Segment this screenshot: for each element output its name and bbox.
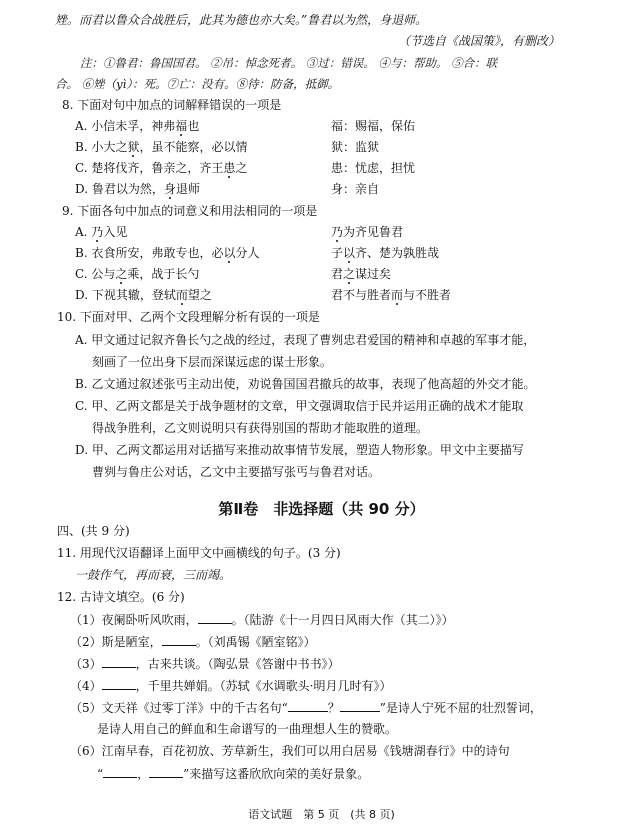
answer-blank[interactable] bbox=[103, 765, 137, 778]
answer-blank[interactable] bbox=[340, 699, 380, 712]
q12-item-6-cont: “ ， ”来描写这番欣欣向荣的美好景象。 bbox=[97, 767, 370, 781]
answer-blank[interactable] bbox=[149, 765, 183, 778]
dotted-char: 而 bbox=[391, 288, 404, 302]
q8-gloss-d: 身：亲自 bbox=[331, 182, 380, 196]
q10-line: C. 甲、乙两文都是关于战争题材的文章，甲文强调取信于民并运用正确的战术才能取 bbox=[75, 399, 524, 413]
q8-gloss-a: 福：赐福，保佑 bbox=[331, 119, 416, 133]
q9-option-a-right: 乃为齐见鲁君 bbox=[331, 225, 404, 239]
passage-source: （节选自《战国策》，有删改） bbox=[398, 34, 561, 48]
q12-item-5: （5）文天祥《过零丁洋》中的千古名句“ ？ ”是诗人宁死不屈的壮烈誓词， bbox=[70, 701, 542, 715]
q9-option-b-right: 子以齐、楚为孰胜哉 bbox=[331, 246, 440, 260]
notes-line-1: 注：①鲁君：鲁国国君。 ②吊：悼念死者。 ③过：错误。 ④与：帮助。 ⑤合：联 bbox=[80, 56, 498, 70]
q8-gloss-b: 狱：监狱 bbox=[331, 140, 380, 154]
q10-line: 刻画了一位出身下层而深谋远虑的谋士形象。 bbox=[92, 355, 333, 369]
passage-line: 矬。而君以鲁众合战胜后，此其为德也亦大矣。”鲁君以为然，身退师。 bbox=[55, 13, 428, 27]
q10-line: D. 甲、乙两文都运用对话描写来推动故事情节发展，塑造人物形象。甲文中主要描写 bbox=[75, 443, 524, 457]
part4-heading: 四、(共 9 分) bbox=[57, 524, 130, 538]
q8-stem: 8. 下面对句中加点的词解释错误的一项是 bbox=[62, 98, 282, 112]
q9-option-c-left: C. 公与之乘，战于长勺 bbox=[75, 267, 200, 281]
q12-item-3: （3） ，古来共谈。（陶弘景《答谢中书书》） bbox=[70, 657, 340, 671]
q9-option-a-left: A. 乃入见 bbox=[75, 225, 128, 239]
q11-stem: 11. 用现代汉语翻译上面甲文中画横线的句子。(3 分) bbox=[57, 546, 341, 560]
dotted-char: 身 bbox=[163, 182, 176, 196]
page-footer: 语文试题 第 5 页 (共 8 页) bbox=[248, 808, 395, 821]
dotted-char: 乃 bbox=[331, 225, 344, 239]
q11-sentence: 一鼓作气，再而衰，三而竭。 bbox=[75, 568, 232, 582]
dotted-char: 之 bbox=[115, 267, 128, 281]
q10-line: 曹刿与鲁庄公对话，乙文中主要描写张丐与鲁君对话。 bbox=[92, 465, 381, 479]
q8-option-a: A. 小信未孚，神弗福也 bbox=[75, 119, 200, 133]
q10-line: 得战争胜利，乙文则说明只有获得别国的帮助才能取胜的道理。 bbox=[92, 421, 429, 435]
q10-stem: 10. 下面对甲、乙两个文段理解分析有误的一项是 bbox=[57, 310, 320, 324]
q12-item-4: （4） ，千里共婵娟。（苏轼《水调歌头·明月几时有》） bbox=[70, 679, 392, 693]
q8-option-d: D. 鲁君以为然，身退师 bbox=[75, 182, 200, 196]
answer-blank[interactable] bbox=[162, 633, 196, 646]
q9-stem: 9. 下面各句中加点的词意义和用法相同的一项是 bbox=[62, 204, 318, 218]
notes-line-2: 合。 ⑥矬（yì）：死。⑦亡：没有。⑧待：防备，抵御。 bbox=[55, 77, 340, 91]
q9-option-c-right: 君之谋过矣 bbox=[331, 267, 392, 281]
q10-line: A. 甲文通过记叙齐鲁长勺之战的经过，表现了曹刿忠君爱国的精神和卓越的军事才能， bbox=[75, 333, 536, 347]
q12-stem: 12. 古诗文填空。(6 分) bbox=[57, 590, 185, 604]
dotted-char: 以 bbox=[223, 246, 236, 260]
q8-option-b: B. 小大之狱，虽不能察，必以情 bbox=[75, 140, 248, 154]
answer-blank[interactable] bbox=[198, 611, 232, 624]
q10-line: B. 乙文通过叙述张丐主动出使，劝说鲁国国君撤兵的故事，表现了他高超的外交才能。 bbox=[75, 377, 536, 391]
q12-item-2: （2）斯是陋室， 。（刘禹锡《陋室铭》） bbox=[70, 635, 316, 649]
dotted-char: 福 bbox=[175, 119, 188, 133]
dotted-char: 狱 bbox=[127, 140, 140, 154]
q12-item-1: （1）夜阑卧听风吹雨， 。（陆游《十一月四日风雨大作（其二）》） bbox=[70, 613, 454, 627]
section-title: 第Ⅱ卷 非选择题（共 90 分） bbox=[218, 500, 425, 518]
dotted-char: 而 bbox=[175, 288, 188, 302]
q9-option-d-left: D. 下视其辙，登轼而望之 bbox=[75, 288, 212, 302]
q8-gloss-c: 患：忧虑，担忧 bbox=[331, 161, 416, 175]
answer-blank[interactable] bbox=[102, 677, 136, 690]
dotted-char: 患 bbox=[223, 161, 236, 175]
dotted-char: 乃 bbox=[91, 225, 104, 239]
dotted-char: 之 bbox=[343, 267, 356, 281]
q12-item-6: （6）江南早春，百花初放、芳草新生，我们可以用白居易《钱塘湖春行》中的诗句 bbox=[70, 744, 510, 758]
q12-item-5-cont: 是诗人用自己的鲜血和生命谱写的一曲理想人生的赞歌。 bbox=[97, 722, 398, 736]
q9-option-b-left: B. 衣食所安，弗敢专也，必以分人 bbox=[75, 246, 260, 260]
answer-blank[interactable] bbox=[102, 655, 136, 668]
dotted-char: 以 bbox=[343, 246, 356, 260]
q8-option-c: C. 楚将伐齐，鲁亲之，齐王患之 bbox=[75, 161, 248, 175]
q9-option-d-right: 君不与胜者而与不胜者 bbox=[331, 288, 452, 302]
answer-blank[interactable] bbox=[288, 699, 328, 712]
